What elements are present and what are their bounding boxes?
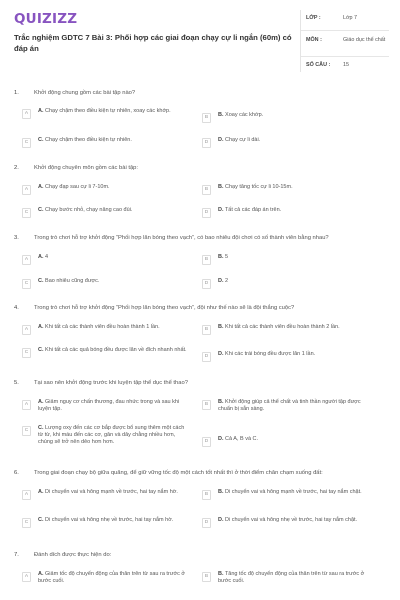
divider <box>301 56 389 57</box>
option-letter-badge: C <box>22 208 31 218</box>
option-letter-badge: A <box>22 490 31 500</box>
question-6-option-d[interactable] <box>202 517 382 528</box>
info-panel <box>300 10 388 72</box>
question-number: 3. <box>14 235 19 241</box>
question-2-option-a[interactable] <box>22 184 197 195</box>
option-letter-badge: B <box>202 255 211 265</box>
option-text: A. Chạy chậm theo điều kiện tự nhiên, xoay các khớp. <box>38 108 171 114</box>
question-1-option-a[interactable] <box>22 108 197 119</box>
question-3-option-c[interactable] <box>22 278 197 289</box>
question-6-option-a[interactable] <box>22 489 197 500</box>
option-letter-badge: D <box>202 138 211 148</box>
option-text: D. Chạy cự li dài. <box>218 137 261 143</box>
option-text: A. Giảm nguy cơ chấn thương, đau nhức trong và sau khi luyện tập. <box>38 399 180 412</box>
option-letter-badge: A <box>22 255 31 265</box>
question-text: Trong giai đoạn chạy bộ giữa quãng, để giữ vững tốc độ một cách tốt nhất thì ở thời điểm chân chạm xuống đất: <box>34 470 323 476</box>
question-text: Trong trò chơi hỗ trợ khởi động “Phối hợp lăn bóng theo vạch”, có bao nhiêu đội chơi có số thành viên bằng nhau? <box>34 235 329 241</box>
question-5-option-c[interactable] <box>22 425 197 446</box>
option-letter-badge: D <box>202 437 211 447</box>
option-letter-badge: A <box>22 109 31 119</box>
document-header <box>0 0 400 78</box>
document-title: Trắc nghiệm GDTC 7 Bài 3: Phối hợp các giai đoạn chạy cự li ngắn (60m) có đáp án <box>14 33 292 53</box>
option-text: D. Di chuyển vai và hông nhẹ về trước, hai tay nắm chặt. <box>218 517 358 523</box>
info-value: Lớp 7 <box>343 15 358 21</box>
option-letter-badge: C <box>22 279 31 289</box>
option-text: B. Khởi động giúp cả thể chất và tinh thần người tập được chuẩn bị sẵn sàng. <box>218 399 361 412</box>
question-text: Khởi động chung gồm các bài tập nào? <box>34 90 136 96</box>
option-text: A. Di chuyển vai và hông mạnh về trước, hai tay nắm hờ. <box>38 489 178 495</box>
question-2-option-c[interactable] <box>22 207 197 218</box>
info-label: SỐ CÂU : <box>306 62 331 68</box>
question-4-option-d[interactable] <box>202 351 382 362</box>
question-2-option-d[interactable] <box>202 207 382 218</box>
option-text: A. Giảm tốc độ chuyển động của thân trên từ sau ra trước ở bước cuối. <box>38 571 185 584</box>
info-value: 15 <box>343 62 349 68</box>
question-3-option-d[interactable] <box>202 278 382 289</box>
option-letter-badge: A <box>22 400 31 410</box>
option-text: B. Di chuyển vai và hông mạnh về trước, hai tay nắm chặt. <box>218 489 362 495</box>
question-number: 2. <box>14 165 19 171</box>
option-text: B. Tăng tốc độ chuyển động của thân trên từ sau ra trước ở bước cuối. <box>218 571 365 584</box>
question-number: 1. <box>14 90 19 96</box>
question-5-option-d[interactable] <box>202 436 382 447</box>
option-text: B. Xoay các khớp. <box>218 112 264 118</box>
option-text: A. Chạy đạp sau cự li 7-10m. <box>38 184 110 190</box>
option-letter-badge: B <box>202 490 211 500</box>
question-4-option-c[interactable] <box>22 347 197 358</box>
option-letter-badge: C <box>22 426 31 436</box>
option-text: D. Tất cả các đáp án trên. <box>218 207 282 213</box>
question-5-option-a[interactable] <box>22 399 197 413</box>
question-1-option-c[interactable] <box>22 137 197 148</box>
option-text: B. Khi tất cả các thành viên đều hoàn thành 2 lần. <box>218 324 340 330</box>
question-text: Khởi động chuyên môn gồm các bài tập: <box>34 165 139 171</box>
info-label: MÔN : <box>306 37 322 43</box>
question-number: 7. <box>14 552 19 558</box>
option-letter-badge: C <box>22 518 31 528</box>
question-7-option-b[interactable] <box>202 571 382 585</box>
option-letter-badge: B <box>202 113 211 123</box>
question-6-option-c[interactable] <box>22 517 197 528</box>
option-text: B. 5 <box>218 254 229 260</box>
question-4-option-a[interactable] <box>22 324 197 335</box>
question-text: Tại sao nên khởi động trước khi luyện tập thể dục thể thao? <box>34 380 188 386</box>
option-text: C. Bao nhiêu cũng được. <box>38 278 100 284</box>
question-1-option-b[interactable] <box>202 112 382 123</box>
question-3-option-a[interactable] <box>22 254 197 265</box>
option-text: B. Chạy tăng tốc cự li 10-15m. <box>218 184 293 190</box>
question-number: 4. <box>14 305 19 311</box>
option-letter-badge: A <box>22 572 31 582</box>
option-letter-badge: A <box>22 325 31 335</box>
option-text: C. Chạy bước nhỏ, chạy nâng cao đùi. <box>38 207 133 213</box>
question-number: 5. <box>14 380 19 386</box>
question-3-option-b[interactable] <box>202 254 382 265</box>
option-letter-badge: B <box>202 400 211 410</box>
option-letter-badge: D <box>202 208 211 218</box>
question-7-option-a[interactable] <box>22 571 197 585</box>
question-2-option-b[interactable] <box>202 184 382 195</box>
option-letter-badge: C <box>22 348 31 358</box>
question-text: Đánh dích được thực hiện do: <box>34 552 112 558</box>
option-text: C. Lượng oxy đến các cơ bắp được bổ sung thêm một cách từ từ, khi máu đến các cơ, gân và dây chằng nhiều hơn, chúng sẽ trở nên dẻo hơn hơn. <box>38 425 185 445</box>
option-letter-badge: A <box>22 185 31 195</box>
divider <box>301 30 389 31</box>
option-letter-badge: D <box>202 518 211 528</box>
quizizz-logo: QUIZIZZ <box>14 11 78 27</box>
option-letter-badge: B <box>202 572 211 582</box>
option-text: A. Khi tất cả các thành viên đều hoàn thành 1 lần. <box>38 324 160 330</box>
option-text: C. Khi tất cả các quả bóng đều được lăn về đích nhanh nhất. <box>38 347 187 353</box>
option-letter-badge: D <box>202 279 211 289</box>
question-1-option-d[interactable] <box>202 137 382 148</box>
question-number: 6. <box>14 470 19 476</box>
info-label: LỚP : <box>306 15 321 21</box>
option-letter-badge: B <box>202 185 211 195</box>
option-text: C. Chạy chậm theo điều kiện tự nhiên. <box>38 137 132 143</box>
question-text: Trong trò chơi hỗ trợ khởi động “Phối hợp lăn bóng theo vạch”, đội như thế nào sẽ là đội thắng cuộc? <box>34 305 295 311</box>
question-5-option-b[interactable] <box>202 399 382 413</box>
option-letter-badge: D <box>202 352 211 362</box>
question-6-option-b[interactable] <box>202 489 382 500</box>
question-4-option-b[interactable] <box>202 324 382 335</box>
option-text: A. 4 <box>38 254 49 260</box>
option-text: D. 2 <box>218 278 229 284</box>
option-text: D. Khi các trái bóng đều được lăn 1 lần. <box>218 351 316 357</box>
option-text: D. Cả A, B và C. <box>218 436 259 442</box>
info-value: Giáo dục thể chất <box>343 37 386 43</box>
option-text: C. Di chuyển vai và hông nhẹ về trước, hai tay nắm hờ. <box>38 517 174 523</box>
option-letter-badge: B <box>202 325 211 335</box>
option-letter-badge: C <box>22 138 31 148</box>
